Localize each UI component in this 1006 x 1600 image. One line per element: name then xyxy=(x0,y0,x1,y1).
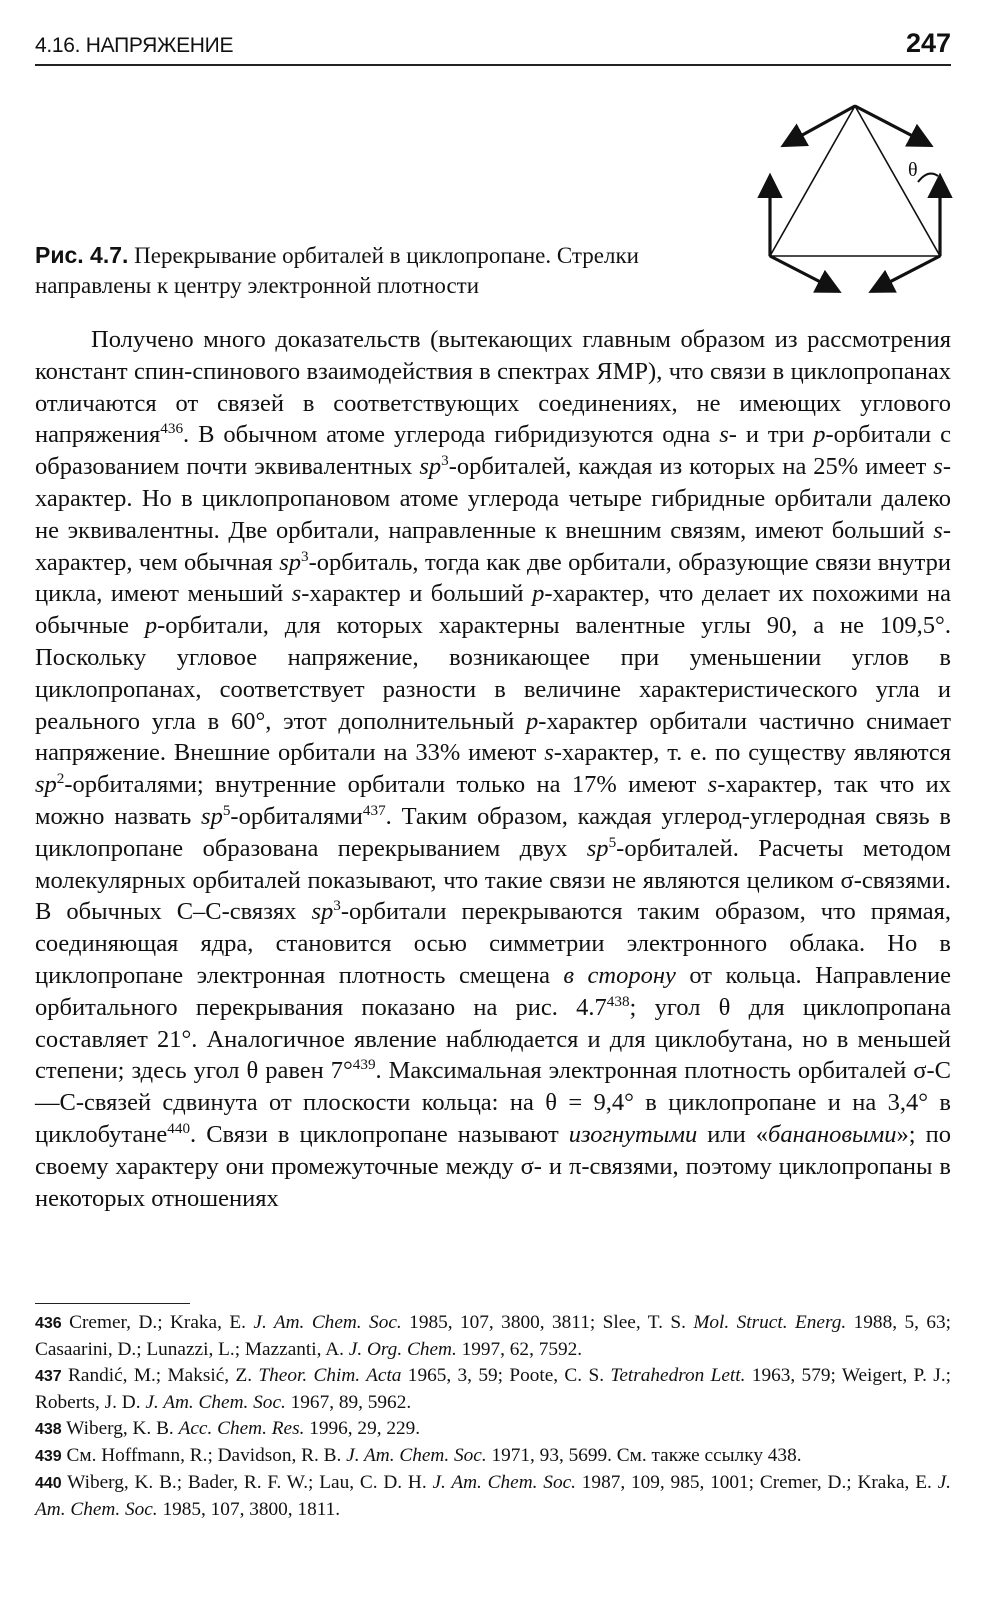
footnote-437: 437 Randić, M.; Maksić, Z. Theor. Chim. Acta 1965, 3, 59; Poote, C. S. Tetrahedron Lett. 1963, 579; Weigert, P. J.; Roberts, J. D. J. Am. Chem. Soc. 1967, 89, 5962. xyxy=(35,1365,951,1413)
figure-label: Рис. 4.7. xyxy=(35,242,129,268)
cyclopropane-orbital-diagram xyxy=(748,94,963,304)
figure-caption-text: Перекрывание орбиталей в циклопропане. Стрелки направлены к центру электронной плотности xyxy=(35,243,639,298)
ref-marker: 439 xyxy=(352,1056,376,1074)
footnote-439: 439 См. Hoffmann, R.; Davidson, R. B. J. Am. Chem. Soc. 1971, 93, 5699. См. также ссылку 438. xyxy=(35,1445,802,1466)
page-number: 247 xyxy=(905,28,951,58)
orbital-arrow xyxy=(770,256,836,290)
body-text xyxy=(35,324,951,1214)
theta-label: θ xyxy=(908,159,918,181)
ref-marker: 440 xyxy=(167,1119,191,1137)
theta-arc xyxy=(918,174,938,182)
ref-marker: 437 xyxy=(362,801,386,819)
section-title: 4.16. НАПРЯЖЕНИЕ xyxy=(35,34,234,57)
footnote-divider xyxy=(35,1303,190,1304)
footnote-436: 436 Cremer, D.; Kraka, E. J. Am. Chem. Soc. 1985, 107, 3800, 3811; Slee, T. S. Mol. Struct. Energ. 1988, 5, 63; Casaarini, D.; Lunazzi, L.; Mazzanti, A. J. Org. Chem. 1997, 62, 7592. xyxy=(35,1312,952,1360)
ref-marker: 436 xyxy=(160,420,184,438)
orbital-arrow xyxy=(874,256,940,290)
footnotes xyxy=(35,1310,951,1523)
footnote-440: 440 Wiberg, K. B.; Bader, R. F. W.; Lau, C. D. H. J. Am. Chem. Soc. 1987, 109, 985, 1001; Cremer, D.; Kraka, E. J. Am. Chem. Soc. 1985, 107, 3800, 1811. xyxy=(35,1472,952,1520)
cyclopropane-triangle xyxy=(770,106,940,256)
footnote-438: 438 Wiberg, K. B. Acc. Chem. Res. 1996, 29, 229. xyxy=(35,1418,421,1439)
paragraph: Получено много доказательств (вытекающих главным образом из рассмотрения констант спин-спинового взаимодействия в спектрах ЯМР), что связи в циклопропанах отличаются от связей в соответствующих соединениях, не имеющих углового напряжения$^{436}$. В обычном атоме углерода гибридизуются одна s- и три p-орбитали с образованием почти эквивалентных $sp^3$-орбиталей, каждая из которых на 25% имеет s-характер. Но в циклопропановом атоме углерода четыре гибридные орбитали далеко не эквивалентны. Две орбитали, направленные к внешним связям, имеют больший s-характер, чем обычная $sp^3$-орбиталь, тогда как две орбитали, образующие связи внутри цикла, имеют меньший s-характер и больший p-характер, что делает их похожими на обычные p-орбитали, для которых характерны валентные углы 90, а не 109,5°. Поскольку угловое напряжение, возникающее при уменьшении углов в циклопропанах, соответствует разности в величине характеристического угла и реального угла в 60°, этот дополнительный p-характер орбитали частично снимает напряжение. Внешние орбитали на 33% имеют s-характер, т. е. по существу являются $sp^2$-орбиталями; внутренние орбитали только на 17% имеют s-характер, так что их можно назвать $sp^5-орбиталями^{437}$. Таким образом, каждая углерод-углеродная связь в циклопропане образована перекрыванием двух $sp^5$-орбиталей. Расчеты методом молекулярных орбиталей показывают, что такие связи не являются целиком σ-связями. В обычных С–С-связях $sp^3$-орбитали перекрываются таким образом, что прямая, соединяющая ядра, становится осью симметрии электронного облака. Но в циклопропане электронная плотность смещена в сторону от кольца. Направление орбитального перекрывания показано на рис. $4.7^{438}$; угол θ для циклопропана составляет 21°. Аналогичное явление наблюдается и для циклобутана, но в меньшей степени; здесь угол θ равен 7°$^{439}$. Максимальная электронная плотность орбиталей σ-С—С-связей сдвинута от плоскости кольца: на θ = 9,4° в циклопропане и на 3,4° в циклобутане$^{440}$. Связи в циклопропане называют изогнутыми или «банановыми»; по своему характеру они промежуточные между σ- и π-связями, поэтому циклопропаны в некоторых отношениях xyxy=(35,326,952,1212)
figure-caption xyxy=(35,240,735,301)
ref-marker: 438 xyxy=(606,992,630,1010)
running-header xyxy=(35,28,951,66)
